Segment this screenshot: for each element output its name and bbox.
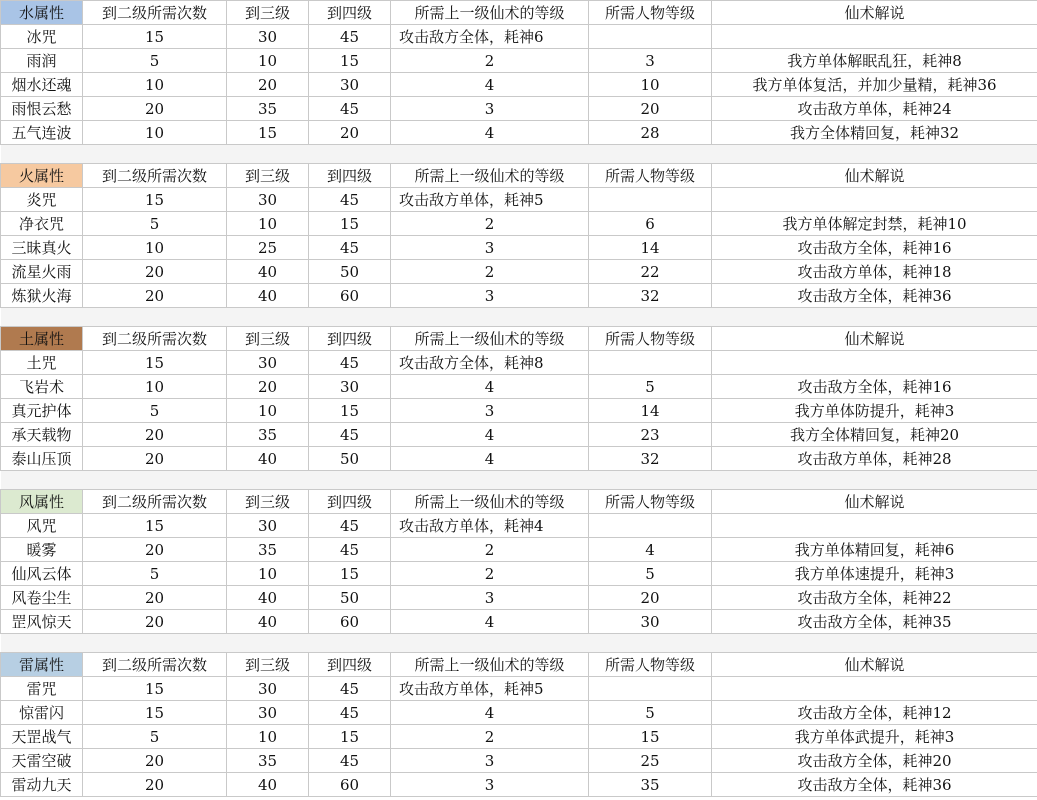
to-level-3: 40 [227, 773, 309, 797]
table-row [1, 773, 1037, 797]
spell-name: 惊雷闪 [1, 701, 83, 725]
to-level-3: 30 [227, 25, 309, 49]
table-row [1, 97, 1037, 121]
spell-description: 我方单体解定封禁，耗神10 [712, 212, 1037, 236]
spell-name: 飞岩术 [1, 375, 83, 399]
to-level-4: 45 [309, 97, 391, 121]
spell-description: 攻击敌方全体，耗神36 [712, 773, 1037, 797]
spacer-cell [227, 471, 309, 490]
column-header: 仙术解说 [712, 490, 1037, 514]
to-level-4: 60 [309, 773, 391, 797]
to-level-3: 40 [227, 586, 309, 610]
required-prev-spell-level: 2 [391, 538, 589, 562]
spell-description: 我方全体精回复，耗神32 [712, 121, 1037, 145]
spell-name: 雨润 [1, 49, 83, 73]
required-prev-spell-level: 3 [391, 399, 589, 423]
to-level-2-count: 15 [83, 188, 227, 212]
to-level-4: 45 [309, 423, 391, 447]
table-row [1, 236, 1037, 260]
required-prev-spell-level: 3 [391, 236, 589, 260]
required-prev-spell-level: 4 [391, 121, 589, 145]
group-header-row [1, 164, 1037, 188]
table-row [1, 447, 1037, 471]
to-level-4: 45 [309, 514, 391, 538]
spell-name: 五气连波 [1, 121, 83, 145]
to-level-3: 40 [227, 447, 309, 471]
required-character-level: 23 [589, 423, 712, 447]
column-header: 到三级 [227, 327, 309, 351]
required-prev-spell-level: 4 [391, 73, 589, 97]
to-level-2-count: 15 [83, 677, 227, 701]
to-level-4: 50 [309, 586, 391, 610]
to-level-3: 30 [227, 351, 309, 375]
to-level-3: 25 [227, 236, 309, 260]
to-level-2-count: 15 [83, 514, 227, 538]
to-level-2-count: 5 [83, 49, 227, 73]
column-header: 到二级所需次数 [83, 164, 227, 188]
column-header: 到二级所需次数 [83, 1, 227, 25]
to-level-4: 45 [309, 351, 391, 375]
spell-name: 净衣咒 [1, 212, 83, 236]
spell-description: 我方单体速提升，耗神3 [712, 562, 1037, 586]
spell-description: 攻击敌方全体，耗神16 [712, 375, 1037, 399]
table-row [1, 677, 1037, 701]
column-header: 到三级 [227, 653, 309, 677]
spell-description [712, 351, 1037, 375]
spell-description [712, 677, 1037, 701]
to-level-2-count: 15 [83, 351, 227, 375]
required-prev-spell-level: 2 [391, 49, 589, 73]
required-character-level: 25 [589, 749, 712, 773]
column-header: 到三级 [227, 490, 309, 514]
to-level-3: 40 [227, 610, 309, 634]
table-row [1, 399, 1037, 423]
required-character-level: 5 [589, 375, 712, 399]
column-header: 到三级 [227, 164, 309, 188]
to-level-2-count: 20 [83, 538, 227, 562]
to-level-4: 30 [309, 375, 391, 399]
to-level-4: 50 [309, 260, 391, 284]
required-character-level [589, 677, 712, 701]
spacer-cell [83, 471, 227, 490]
spell-name: 天雷空破 [1, 749, 83, 773]
column-header: 所需上一级仙术的等级 [391, 1, 589, 25]
group-spacer [1, 471, 1037, 490]
required-character-level: 32 [589, 447, 712, 471]
required-character-level: 5 [589, 562, 712, 586]
spacer-cell [589, 634, 712, 653]
spacer-cell [83, 634, 227, 653]
to-level-3: 10 [227, 399, 309, 423]
to-level-3: 40 [227, 284, 309, 308]
table-row [1, 121, 1037, 145]
spell-name: 雨恨云愁 [1, 97, 83, 121]
spell-name: 冰咒 [1, 25, 83, 49]
to-level-2-count: 10 [83, 375, 227, 399]
spacer-cell [589, 145, 712, 164]
column-header: 到四级 [309, 327, 391, 351]
group-header-row [1, 1, 1037, 25]
required-prev-spell-level: 攻击敌方单体，耗神5 [391, 677, 589, 701]
column-header: 到四级 [309, 1, 391, 25]
spell-description: 攻击敌方全体，耗神36 [712, 284, 1037, 308]
column-header: 所需上一级仙术的等级 [391, 490, 589, 514]
attribute-label: 水属性 [1, 1, 83, 25]
spacer-cell [227, 308, 309, 327]
required-character-level: 32 [589, 284, 712, 308]
spell-description: 攻击敌方单体，耗神28 [712, 447, 1037, 471]
to-level-4: 15 [309, 725, 391, 749]
column-header: 所需上一级仙术的等级 [391, 327, 589, 351]
spacer-cell [227, 145, 309, 164]
required-character-level: 3 [589, 49, 712, 73]
spell-name: 泰山压顶 [1, 447, 83, 471]
spell-description [712, 188, 1037, 212]
spell-name: 暖雾 [1, 538, 83, 562]
required-character-level: 14 [589, 236, 712, 260]
group-spacer [1, 145, 1037, 164]
group-spacer [1, 308, 1037, 327]
required-character-level: 4 [589, 538, 712, 562]
required-prev-spell-level: 3 [391, 284, 589, 308]
to-level-2-count: 5 [83, 562, 227, 586]
spell-name: 流星火雨 [1, 260, 83, 284]
to-level-3: 10 [227, 562, 309, 586]
to-level-2-count: 5 [83, 399, 227, 423]
spell-description: 我方单体解眠乱狂，耗神8 [712, 49, 1037, 73]
required-character-level: 30 [589, 610, 712, 634]
table-row [1, 586, 1037, 610]
to-level-3: 35 [227, 538, 309, 562]
spacer-cell [1, 471, 83, 490]
required-prev-spell-level: 2 [391, 725, 589, 749]
to-level-3: 30 [227, 514, 309, 538]
required-prev-spell-level: 4 [391, 701, 589, 725]
spacer-cell [712, 145, 1037, 164]
required-prev-spell-level: 2 [391, 212, 589, 236]
group-spacer [1, 634, 1037, 653]
to-level-4: 45 [309, 677, 391, 701]
group-header-row [1, 653, 1037, 677]
required-prev-spell-level: 4 [391, 375, 589, 399]
to-level-4: 45 [309, 188, 391, 212]
spell-name: 炼狱火海 [1, 284, 83, 308]
spacer-cell [391, 634, 589, 653]
to-level-2-count: 10 [83, 73, 227, 97]
spacer-cell [227, 634, 309, 653]
spacer-cell [309, 308, 391, 327]
column-header: 所需人物等级 [589, 653, 712, 677]
column-header: 到三级 [227, 1, 309, 25]
spacer-cell [309, 145, 391, 164]
column-header: 所需人物等级 [589, 327, 712, 351]
column-header: 所需上一级仙术的等级 [391, 164, 589, 188]
to-level-3: 40 [227, 260, 309, 284]
spell-description: 攻击敌方全体，耗神20 [712, 749, 1037, 773]
required-character-level [589, 351, 712, 375]
spell-name: 雷动九天 [1, 773, 83, 797]
required-character-level: 15 [589, 725, 712, 749]
required-prev-spell-level: 3 [391, 586, 589, 610]
required-prev-spell-level: 2 [391, 260, 589, 284]
table-row [1, 423, 1037, 447]
spell-description: 我方单体武提升，耗神3 [712, 725, 1037, 749]
column-header: 到二级所需次数 [83, 653, 227, 677]
column-header: 到二级所需次数 [83, 490, 227, 514]
to-level-3: 10 [227, 49, 309, 73]
spacer-cell [589, 471, 712, 490]
required-prev-spell-level: 攻击敌方全体，耗神8 [391, 351, 589, 375]
spacer-cell [712, 308, 1037, 327]
spell-name: 真元护体 [1, 399, 83, 423]
column-header: 所需人物等级 [589, 164, 712, 188]
to-level-2-count: 20 [83, 423, 227, 447]
spell-name: 三昧真火 [1, 236, 83, 260]
spacer-cell [1, 634, 83, 653]
group-header-row [1, 327, 1037, 351]
required-prev-spell-level: 3 [391, 97, 589, 121]
column-header: 到二级所需次数 [83, 327, 227, 351]
to-level-3: 35 [227, 423, 309, 447]
to-level-4: 45 [309, 538, 391, 562]
column-header: 到四级 [309, 490, 391, 514]
required-prev-spell-level: 攻击敌方单体，耗神4 [391, 514, 589, 538]
required-prev-spell-level: 4 [391, 447, 589, 471]
spacer-cell [391, 145, 589, 164]
column-header: 仙术解说 [712, 653, 1037, 677]
attribute-label: 土属性 [1, 327, 83, 351]
spell-description: 攻击敌方全体，耗神12 [712, 701, 1037, 725]
spell-description: 我方全体精回复，耗神20 [712, 423, 1037, 447]
spacer-cell [1, 308, 83, 327]
table-row [1, 375, 1037, 399]
spell-name: 雷咒 [1, 677, 83, 701]
to-level-4: 15 [309, 399, 391, 423]
required-character-level [589, 25, 712, 49]
spell-description: 攻击敌方全体，耗神22 [712, 586, 1037, 610]
spell-name: 土咒 [1, 351, 83, 375]
spell-description: 攻击敌方单体，耗神18 [712, 260, 1037, 284]
to-level-2-count: 10 [83, 236, 227, 260]
table-row [1, 260, 1037, 284]
required-prev-spell-level: 4 [391, 423, 589, 447]
spell-name: 炎咒 [1, 188, 83, 212]
to-level-3: 35 [227, 749, 309, 773]
spacer-cell [391, 308, 589, 327]
table-row [1, 514, 1037, 538]
required-character-level: 5 [589, 701, 712, 725]
spell-description: 攻击敌方单体，耗神24 [712, 97, 1037, 121]
required-character-level: 20 [589, 97, 712, 121]
table-row [1, 25, 1037, 49]
spacer-cell [391, 471, 589, 490]
required-character-level: 6 [589, 212, 712, 236]
spell-name: 仙风云体 [1, 562, 83, 586]
column-header: 所需人物等级 [589, 1, 712, 25]
to-level-2-count: 5 [83, 212, 227, 236]
to-level-4: 45 [309, 236, 391, 260]
group-header-row [1, 490, 1037, 514]
required-prev-spell-level: 2 [391, 562, 589, 586]
to-level-4: 15 [309, 212, 391, 236]
table-row [1, 49, 1037, 73]
column-header: 仙术解说 [712, 327, 1037, 351]
spell-name: 天罡战气 [1, 725, 83, 749]
required-character-level: 35 [589, 773, 712, 797]
column-header: 仙术解说 [712, 164, 1037, 188]
to-level-2-count: 15 [83, 701, 227, 725]
spacer-cell [712, 634, 1037, 653]
spell-description: 我方单体防提升，耗神3 [712, 399, 1037, 423]
required-prev-spell-level: 3 [391, 773, 589, 797]
to-level-4: 30 [309, 73, 391, 97]
spell-description: 我方单体复活，并加少量精，耗神36 [712, 73, 1037, 97]
attribute-label: 火属性 [1, 164, 83, 188]
table-row [1, 188, 1037, 212]
to-level-3: 20 [227, 73, 309, 97]
spell-name: 承天载物 [1, 423, 83, 447]
required-character-level: 28 [589, 121, 712, 145]
required-prev-spell-level: 攻击敌方全体，耗神6 [391, 25, 589, 49]
spacer-cell [309, 634, 391, 653]
spell-description: 攻击敌方全体，耗神16 [712, 236, 1037, 260]
to-level-2-count: 15 [83, 25, 227, 49]
spell-description [712, 514, 1037, 538]
required-character-level [589, 514, 712, 538]
to-level-2-count: 20 [83, 749, 227, 773]
to-level-3: 35 [227, 97, 309, 121]
required-prev-spell-level: 3 [391, 749, 589, 773]
table-row [1, 725, 1037, 749]
table-row [1, 538, 1037, 562]
required-character-level: 22 [589, 260, 712, 284]
table-row [1, 351, 1037, 375]
column-header: 到四级 [309, 164, 391, 188]
column-header: 到四级 [309, 653, 391, 677]
to-level-3: 10 [227, 212, 309, 236]
spell-description: 我方单体精回复，耗神6 [712, 538, 1037, 562]
to-level-2-count: 20 [83, 284, 227, 308]
to-level-4: 15 [309, 562, 391, 586]
to-level-4: 15 [309, 49, 391, 73]
to-level-4: 60 [309, 284, 391, 308]
spell-description: 攻击敌方全体，耗神35 [712, 610, 1037, 634]
to-level-2-count: 20 [83, 610, 227, 634]
to-level-2-count: 5 [83, 725, 227, 749]
table-row [1, 749, 1037, 773]
to-level-4: 45 [309, 25, 391, 49]
spacer-cell [1, 145, 83, 164]
to-level-3: 30 [227, 188, 309, 212]
to-level-2-count: 20 [83, 773, 227, 797]
to-level-2-count: 20 [83, 447, 227, 471]
to-level-4: 45 [309, 749, 391, 773]
table-row [1, 610, 1037, 634]
spacer-cell [83, 145, 227, 164]
to-level-3: 10 [227, 725, 309, 749]
table-row [1, 73, 1037, 97]
spacer-cell [309, 471, 391, 490]
spell-name: 风咒 [1, 514, 83, 538]
spacer-cell [83, 308, 227, 327]
to-level-3: 30 [227, 677, 309, 701]
to-level-2-count: 20 [83, 260, 227, 284]
to-level-4: 20 [309, 121, 391, 145]
required-prev-spell-level: 4 [391, 610, 589, 634]
attribute-label: 雷属性 [1, 653, 83, 677]
required-character-level: 14 [589, 399, 712, 423]
spell-description [712, 25, 1037, 49]
to-level-4: 50 [309, 447, 391, 471]
required-prev-spell-level: 攻击敌方单体，耗神5 [391, 188, 589, 212]
column-header: 所需人物等级 [589, 490, 712, 514]
to-level-4: 45 [309, 701, 391, 725]
required-character-level: 10 [589, 73, 712, 97]
spell-name: 风卷尘生 [1, 586, 83, 610]
to-level-3: 30 [227, 701, 309, 725]
spacer-cell [712, 471, 1037, 490]
to-level-2-count: 20 [83, 586, 227, 610]
table-row [1, 284, 1037, 308]
attribute-label: 风属性 [1, 490, 83, 514]
table-row [1, 562, 1037, 586]
spell-name: 罡风惊天 [1, 610, 83, 634]
to-level-3: 15 [227, 121, 309, 145]
table-row [1, 212, 1037, 236]
spell-name: 烟水还魂 [1, 73, 83, 97]
to-level-2-count: 10 [83, 121, 227, 145]
column-header: 仙术解说 [712, 1, 1037, 25]
required-character-level [589, 188, 712, 212]
required-character-level: 20 [589, 586, 712, 610]
table-row [1, 701, 1037, 725]
to-level-2-count: 20 [83, 97, 227, 121]
column-header: 所需上一级仙术的等级 [391, 653, 589, 677]
to-level-4: 60 [309, 610, 391, 634]
to-level-3: 20 [227, 375, 309, 399]
spacer-cell [589, 308, 712, 327]
